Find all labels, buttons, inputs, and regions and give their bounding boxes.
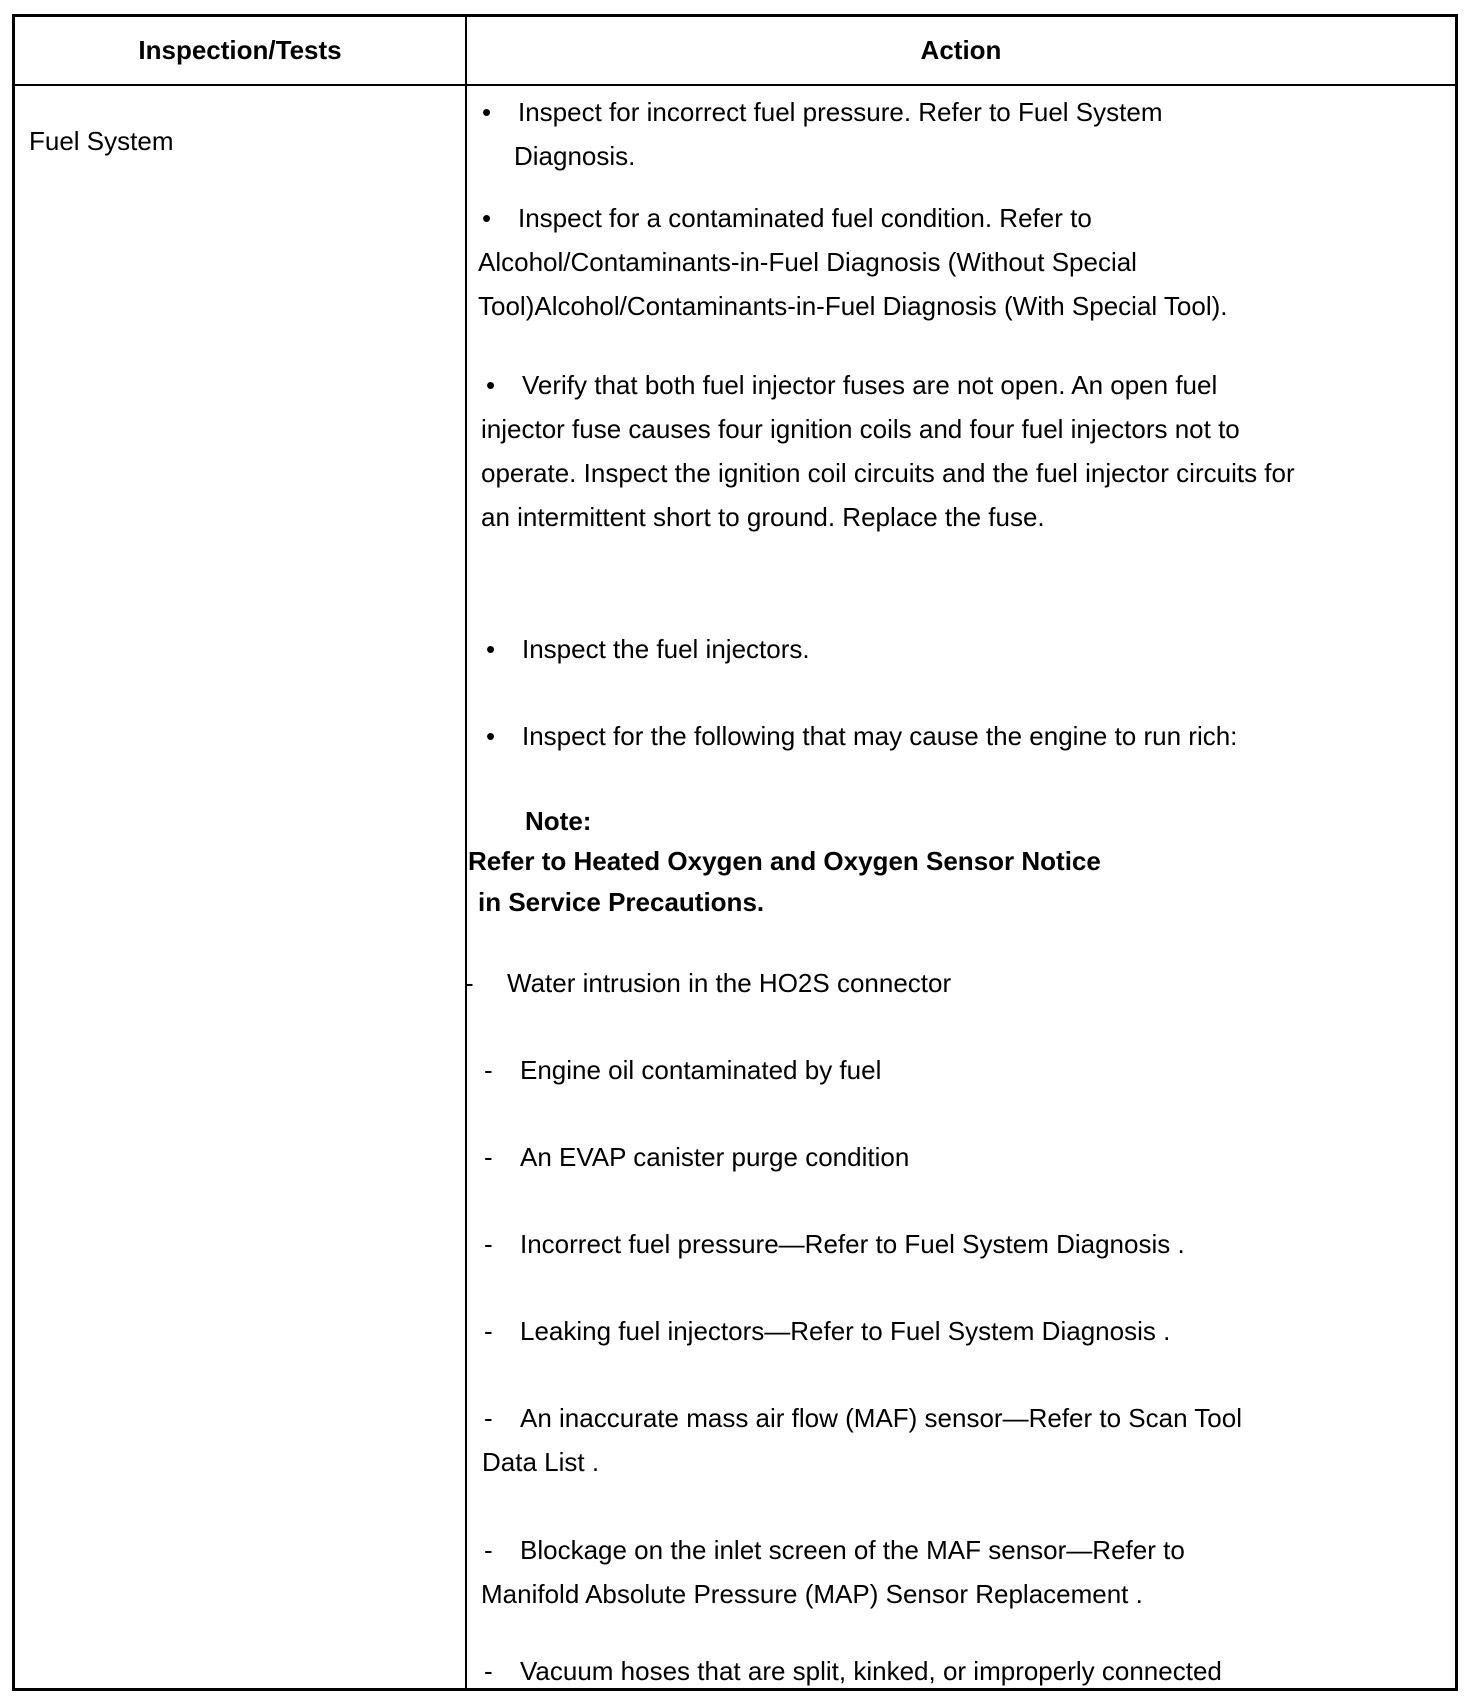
action-line <box>486 363 1217 407</box>
action-line <box>484 1528 1185 1572</box>
header-divider <box>15 84 1455 86</box>
bullet-marker: • <box>486 370 496 400</box>
action-line <box>484 1309 1170 1353</box>
dash-marker: - <box>484 1229 493 1259</box>
dash-marker: - <box>484 1535 493 1565</box>
action-line <box>486 627 810 671</box>
dash-marker: - <box>484 1656 493 1686</box>
line-text: Inspect for the following that may cause the engine to run rich: <box>522 721 1238 751</box>
column-divider <box>465 17 467 1688</box>
bullet-marker: • <box>486 721 496 751</box>
action-line: injector fuse causes four ignition coils and four fuel injectors not to <box>481 414 1240 444</box>
line-text: Water intrusion in the HO2S connector <box>507 968 952 998</box>
note-heading: Note: <box>525 806 592 836</box>
action-line: Data List . <box>482 1447 600 1477</box>
action-line: Diagnosis. <box>514 141 636 171</box>
action-line <box>484 1222 1185 1266</box>
bullet-marker: • <box>486 634 496 664</box>
action-line <box>482 196 1092 240</box>
action-line: Manifold Absolute Pressure (MAP) Sensor Replacement . <box>481 1579 1143 1609</box>
action-line <box>486 714 1237 758</box>
line-text: An inaccurate mass air flow (MAF) sensor—Refer to Scan Tool <box>520 1403 1243 1433</box>
dash-marker: - <box>484 1055 493 1085</box>
action-line <box>484 1396 1242 1440</box>
action-line <box>484 1135 909 1179</box>
action-line: Tool)Alcohol/Contaminants-in-Fuel Diagnosis (With Special Tool). <box>478 291 1228 321</box>
bullet-marker: • <box>482 97 492 127</box>
dash-marker: - <box>484 1142 493 1172</box>
line-text: Verify that both fuel injector fuses are not open. An open fuel <box>522 370 1218 400</box>
line-text: An EVAP canister purge condition <box>520 1142 910 1172</box>
header-action: Action <box>920 35 1002 65</box>
row-label-fuel-system: Fuel System <box>29 126 174 156</box>
action-line <box>484 1048 881 1092</box>
line-text: Vacuum hoses that are split, kinked, or improperly connected <box>520 1656 1222 1686</box>
line-text: Incorrect fuel pressure—Refer to Fuel System Diagnosis . <box>520 1229 1185 1259</box>
action-line: operate. Inspect the ignition coil circuits and the fuel injector circuits for <box>481 458 1295 488</box>
line-text: Blockage on the inlet screen of the MAF sensor—Refer to <box>520 1535 1185 1565</box>
note-text: in Service Precautions. <box>478 887 765 917</box>
dash-marker: - <box>465 968 474 998</box>
line-text: Engine oil contaminated by fuel <box>520 1055 882 1085</box>
line-text: Inspect for incorrect fuel pressure. Refer to Fuel System <box>518 97 1163 127</box>
bullet-marker: • <box>482 203 492 233</box>
action-line <box>482 90 1162 134</box>
dash-marker: - <box>484 1316 493 1346</box>
header-inspection-tests: Inspection/Tests <box>138 35 342 65</box>
action-line <box>484 1649 1222 1693</box>
note-text: Refer to Heated Oxygen and Oxygen Sensor Notice <box>468 846 1101 876</box>
dash-marker: - <box>484 1403 493 1433</box>
action-line <box>465 961 951 1005</box>
line-text: Inspect the fuel injectors. <box>522 634 810 664</box>
action-line: an intermittent short to ground. Replace the fuse. <box>481 502 1045 532</box>
line-text: Leaking fuel injectors—Refer to Fuel System Diagnosis . <box>520 1316 1171 1346</box>
action-line: Alcohol/Contaminants-in-Fuel Diagnosis (Without Special <box>478 247 1137 277</box>
line-text: Inspect for a contaminated fuel condition. Refer to <box>518 203 1092 233</box>
